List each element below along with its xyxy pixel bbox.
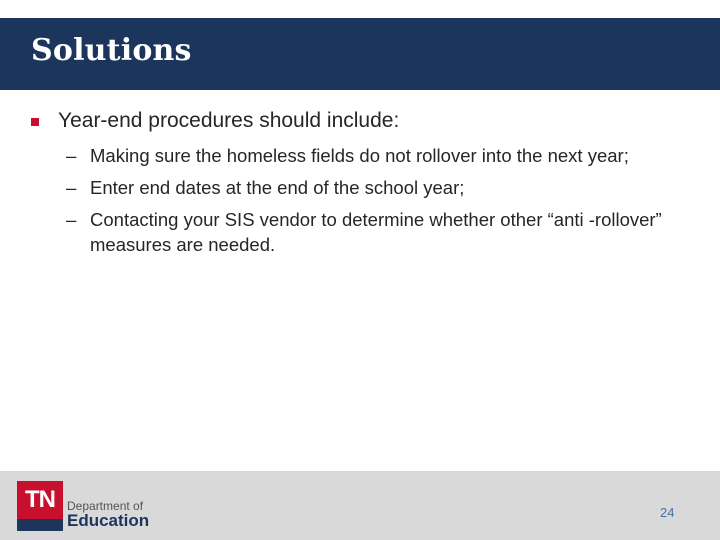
footer-bar — [0, 471, 720, 540]
sub-bullet-text: Contacting your SIS vendor to determine whether other “anti -rollover” measures are needed. — [90, 209, 662, 255]
sub-bullet-text: Enter end dates at the end of the school year; — [90, 177, 465, 198]
dash-marker: – — [66, 145, 77, 166]
tn-department-of-education-logo — [17, 481, 157, 533]
sub-bullet-item — [66, 143, 696, 168]
logo-bar — [17, 519, 63, 531]
slide-title: Solutions — [31, 33, 192, 68]
tn-logo-mark: TN — [17, 481, 63, 519]
page-number: 24 — [660, 505, 675, 520]
logo-department-of: Department of — [67, 499, 144, 513]
sub-bullet-text: Making sure the homeless fields do not rollover into the next year; — [90, 145, 629, 166]
dash-marker: – — [66, 209, 77, 230]
logo-education: Education — [67, 511, 150, 530]
bullet-text: Year-end procedures should include: — [58, 109, 400, 132]
sub-bullet-item — [66, 207, 696, 257]
sub-bullet-list — [66, 143, 696, 264]
sub-bullet-item — [66, 175, 696, 200]
bullet-item — [31, 109, 399, 133]
square-bullet-icon — [31, 118, 39, 126]
dash-marker: – — [66, 177, 77, 198]
